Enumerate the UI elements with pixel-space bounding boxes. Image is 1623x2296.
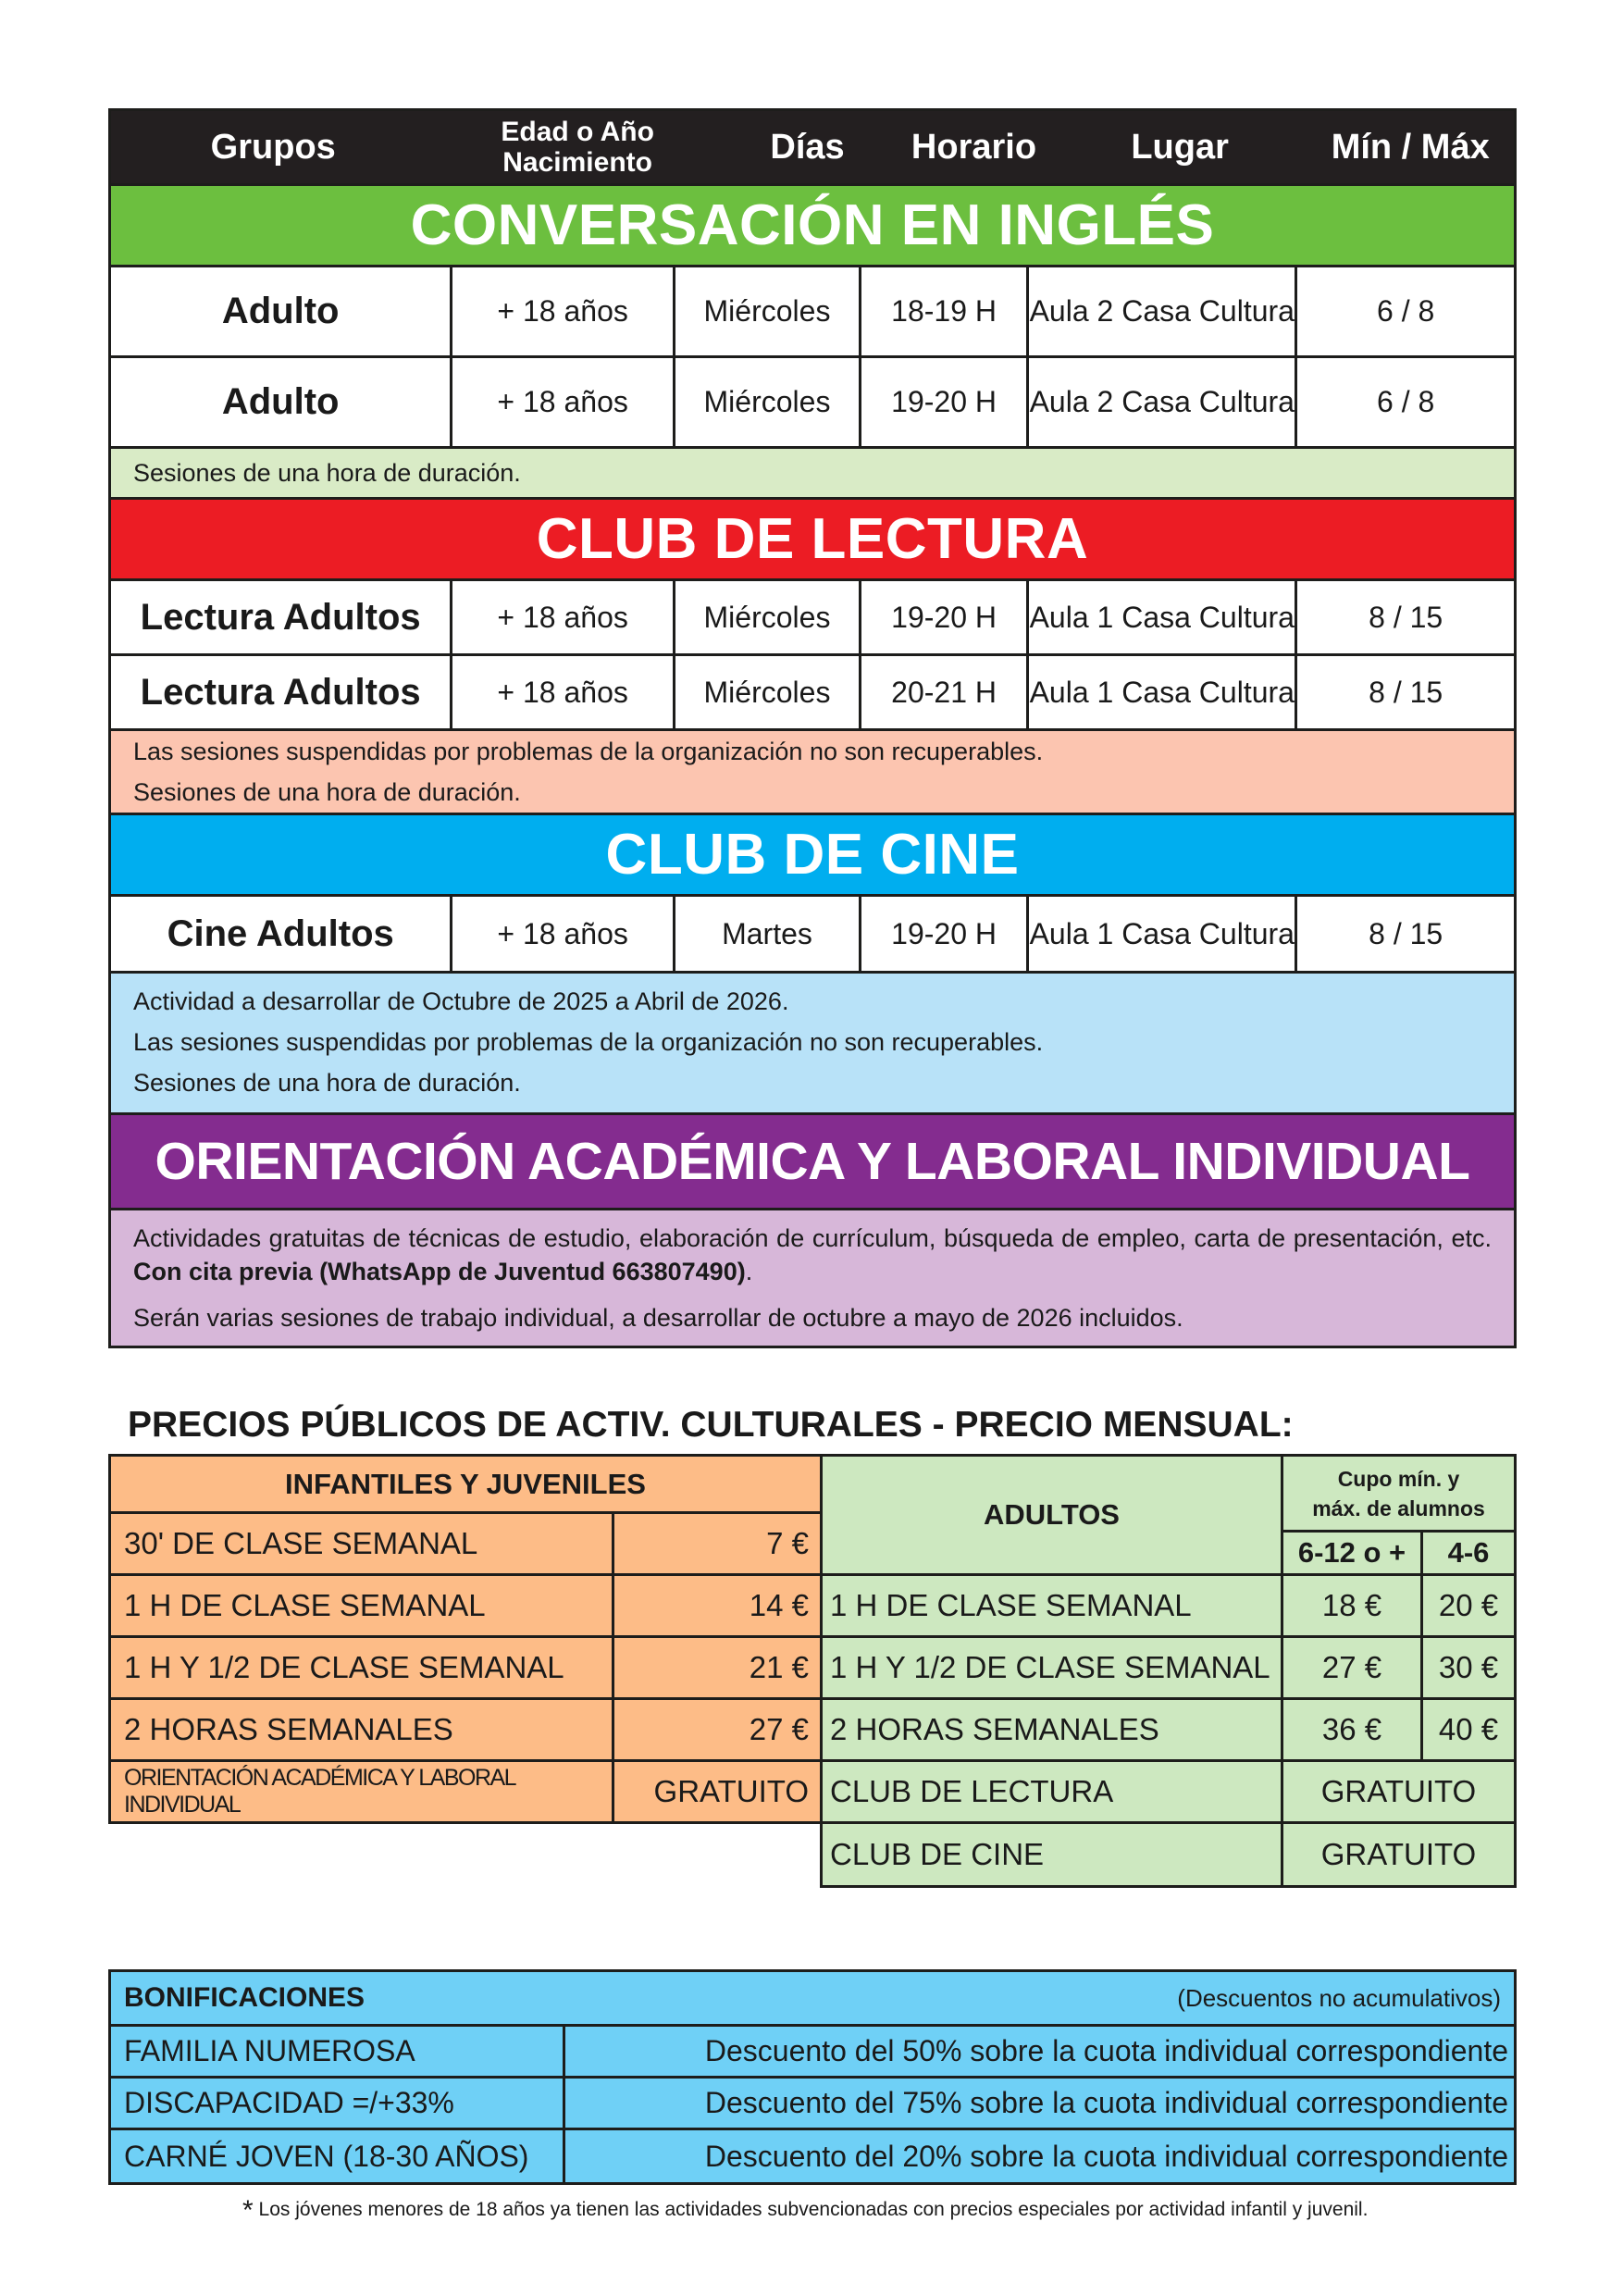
adultos-price-a: 36 € [1281,1697,1423,1762]
section-title-cine: CLUB DE CINE [111,813,1514,894]
infantiles-price: GRATUITO [612,1759,823,1824]
cell-grupo: Lectura Adultos [140,596,421,638]
bonificacion-label: FAMILIA NUMEROSA [108,2024,565,2079]
cell-edad: + 18 años [450,581,673,653]
bonificacion-label: CARNÉ JOVEN (18-30 AÑOS) [108,2128,565,2185]
adultos-price-free: GRATUITO [1281,1759,1517,1824]
section-title-orientacion: ORIENTACIÓN ACADÉMICA Y LABORAL INDIVIDUAL [111,1112,1514,1208]
adultos-price-b: 30 € [1420,1635,1517,1700]
note-text: Actividades gratuitas de técnicas de estudio, elaboración de currículum, búsqueda de empleo, carta de presentación, etc. [133,1224,1492,1252]
cell-horario: 19-20 H [859,358,1026,446]
section-title-ingles: CONVERSACIÓN EN INGLÉS [111,183,1514,265]
footnote [242,2195,1368,2227]
infantiles-price: 27 € [612,1697,823,1762]
cell-lugar: Aula 1 Casa Cultura [1026,897,1295,971]
prices-title: PRECIOS PÚBLICOS DE ACTIV. CULTURALES - PRECIO MENSUAL: [128,1405,1294,1445]
cell-dias: Miércoles [673,581,859,653]
note-line: Actividad a desarrollar de Octubre de 2025 a Abril de 2026. [133,987,789,1015]
section-note-cine [111,971,1514,1112]
bonificacion-desc: Descuento del 20% sobre la cuota individual correspondiente [563,2128,1517,2185]
header-horario: Horario [911,127,1037,167]
note-paragraph [133,1222,1492,1288]
note-highlight: Con cita previa (WhatsApp de Juventud 663807490) [133,1258,746,1285]
bonificacion-label: DISCAPACIDAD =/+33% [108,2076,565,2130]
infantiles-label: ORIENTACIÓN ACADÉMICA Y LABORAL INDIVIDUAL [108,1759,614,1824]
adultos-price-b: 40 € [1420,1697,1517,1762]
table-row [111,265,1514,355]
cell-minmax: 6 / 8 [1295,267,1514,355]
section-note-ingles [111,446,1514,497]
header-minmax: Mín / Máx [1331,127,1490,167]
note-line: Sesiones de una hora de duración. [133,459,521,487]
cell-horario: 19-20 H [859,897,1026,971]
cell-minmax: 8 / 15 [1295,581,1514,653]
table-row [111,653,1514,728]
header-grupos: Grupos [210,127,336,167]
adultos-price-a: 27 € [1281,1635,1423,1700]
infantiles-label: 2 HORAS SEMANALES [108,1697,614,1762]
header-edad: Edad o Año Nacimiento [501,117,654,178]
cell-grupo: Adulto [221,291,340,331]
header-lugar: Lugar [1131,127,1229,167]
note-line: Sesiones de una hora de duración. [133,1069,521,1097]
adultos-label: 1 H Y 1/2 DE CLASE SEMANAL [820,1635,1283,1700]
cell-minmax: 8 / 15 [1295,897,1514,971]
table-row [111,355,1514,446]
header-dias: Días [770,127,845,167]
note-line: Sesiones de una hora de duración. [133,778,521,806]
cell-grupo: Adulto [221,381,340,422]
bonificaciones-header [108,1969,1517,2027]
cupo-header: Cupo mín. y máx. de alumnos [1281,1454,1517,1533]
infantiles-header: INFANTILES Y JUVENILES [108,1454,823,1514]
cell-edad: + 18 años [450,267,673,355]
cell-edad: + 18 años [450,358,673,446]
bonificacion-desc: Descuento del 50% sobre la cuota individual correspondiente [563,2024,1517,2079]
section-note-orientacion [111,1208,1514,1346]
schedule-table [108,108,1517,1348]
cell-dias: Martes [673,897,859,971]
cupo-col-b: 4-6 [1420,1530,1517,1576]
adultos-label: CLUB DE CINE [820,1821,1283,1888]
cell-minmax: 6 / 8 [1295,358,1514,446]
infantiles-label: 30' DE CLASE SEMANAL [108,1511,614,1576]
cell-dias: Miércoles [673,656,859,728]
bonificaciones-title: BONIFICACIONES [124,1982,365,2013]
bonificacion-desc: Descuento del 75% sobre la cuota individual correspondiente [563,2076,1517,2130]
infantiles-price: 21 € [612,1635,823,1700]
cell-dias: Miércoles [673,358,859,446]
cell-dias: Miércoles [673,267,859,355]
table-row [111,894,1514,971]
cell-lugar: Aula 2 Casa Cultura [1026,358,1295,446]
cupo-col-a: 6-12 o + [1281,1530,1423,1576]
section-title-lectura: CLUB DE LECTURA [111,497,1514,578]
cell-horario: 20-21 H [859,656,1026,728]
table-row [111,578,1514,653]
cell-edad: + 18 años [450,897,673,971]
cell-lugar: Aula 2 Casa Cultura [1026,267,1295,355]
cell-lugar: Aula 1 Casa Cultura [1026,656,1295,728]
adultos-label: 2 HORAS SEMANALES [820,1697,1283,1762]
infantiles-price: 14 € [612,1573,823,1638]
infantiles-label: 1 H DE CLASE SEMANAL [108,1573,614,1638]
schedule-header-row [111,111,1514,183]
cell-grupo: Cine Adultos [167,912,394,954]
cell-horario: 19-20 H [859,581,1026,653]
adultos-price-free: GRATUITO [1281,1821,1517,1888]
adultos-header: ADULTOS [820,1454,1283,1576]
section-note-lectura [111,728,1514,813]
footnote-asterisk: * [242,2195,254,2226]
note-text: . [745,1258,753,1285]
note-line: Las sesiones suspendidas por problemas de la organización no son recuperables. [133,738,1044,765]
note-line: Las sesiones suspendidas por problemas de la organización no son recuperables. [133,1028,1044,1056]
cell-lugar: Aula 1 Casa Cultura [1026,581,1295,653]
adultos-label: CLUB DE LECTURA [820,1759,1283,1824]
infantiles-label: 1 H Y 1/2 DE CLASE SEMANAL [108,1635,614,1700]
cell-edad: + 18 años [450,656,673,728]
cell-horario: 18-19 H [859,267,1026,355]
cell-grupo: Lectura Adultos [140,671,421,713]
adultos-label: 1 H DE CLASE SEMANAL [820,1573,1283,1638]
adultos-price-b: 20 € [1420,1573,1517,1638]
cell-minmax: 8 / 15 [1295,656,1514,728]
bonificaciones-subtitle: (Descuentos no acumulativos) [1177,1983,1501,2012]
adultos-price-a: 18 € [1281,1573,1423,1638]
note-line: Serán varias sesiones de trabajo individual, a desarrollar de octubre a mayo de 2026 incluidos. [133,1304,1183,1332]
footnote-text: Los jóvenes menores de 18 años ya tienen las actividades subvencionadas con precios especiales por actividad infantil y juvenil. [258,2199,1369,2220]
infantiles-price: 7 € [612,1511,823,1576]
